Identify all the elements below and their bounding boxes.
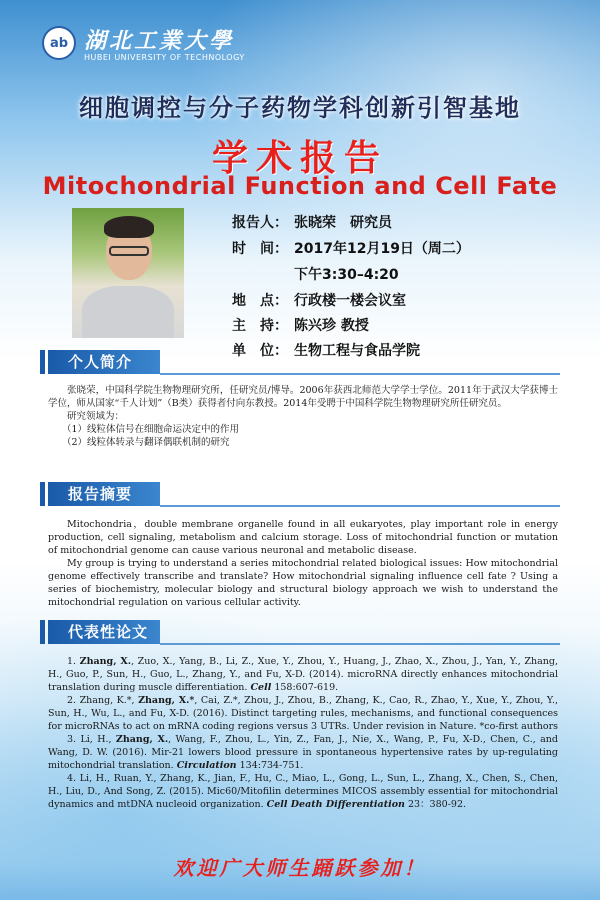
info-speaker-label: 报告人：: [232, 215, 288, 231]
info-speaker: [232, 212, 392, 232]
abstract-paragraph-2: My group is trying to understand a series mitochondrial related biological issues: How mitochondrial genome effectively transcribe and translate? How mitochondrial signaling influence cell fate ? Using a series of biochemistry, molecular biology and structural biology approach we wish to understand the mitochondrial regulation on various cellular activity.: [48, 558, 558, 608]
abstract-text: [48, 518, 558, 609]
welcome-banner: 欢迎广大师生踊跃参加！: [173, 856, 427, 880]
info-host-value: 陈兴珍 教授: [294, 318, 369, 334]
bio-text: [48, 384, 558, 449]
section-papers-divider: [160, 643, 560, 645]
bio-paragraph: 张晓荣，中国科学院生物物理研究所，任研究员/博导。2006年获西北师范大学学士学位。2011年于武汉大学获博士学位，师从国家“千人计划”（B类）获得者付向东教授。2014年受聘于中国科学院生物物理研究所任研究员。: [48, 385, 558, 409]
info-speaker-value: 张晓荣 研究员: [294, 215, 392, 231]
section-abstract-heading: 报告摘要: [48, 482, 160, 506]
info-unit-value: 生物工程与食品学院: [294, 343, 420, 359]
section-abstract-divider: [160, 505, 560, 507]
info-host: [232, 315, 369, 335]
bio-research-label: 研究领域为：: [67, 411, 125, 422]
abstract-paragraph-1: Mitochondria，double membrane organelle found in all eukaryotes, play important role in energy production, cell signaling, metabolism and calcium storage. Loss of mitochondrial function or mutation of mitochondrial genome can cause various neuronal and metabolic disease.: [48, 519, 558, 556]
papers-list: [48, 655, 558, 811]
logo-mark: ab: [49, 35, 69, 51]
info-unit-label: 单 位：: [232, 343, 288, 359]
university-name-cn: 湖北工業大學: [84, 28, 235, 54]
section-papers-heading: 代表性论文: [48, 620, 160, 644]
university-logo-icon: [42, 26, 76, 60]
section-bio-heading: 个人简介: [48, 350, 160, 374]
university-name-en: HUBEI UNIVERSITY OF TECHNOLOGY: [84, 53, 245, 62]
paper-item: 4. Li, H., Ruan, Y., Zhang, K., Jian, F., Hu, C., Miao, L., Gong, L., Sun, L., Zhang, X., Chen, S., Chen, H., Liu, D., And Song, Z. (2015). Mic60/Mitofilin determines MICOS assembly essential for mitochondrial dynamics and mtDNA nucleoid organization. Cell Death Differentiation 23：380-92.: [48, 773, 558, 810]
info-unit: [232, 340, 420, 360]
info-time-label: 时 间：: [232, 241, 288, 257]
section-bio-divider: [160, 373, 560, 375]
info-place-value: 行政楼一楼会议室: [294, 293, 406, 309]
paper-item: 1. Zhang, X., Zuo, X., Yang, B., Li, Z., Xue, Y., Zhou, Y., Huang, J., Zhao, X., Zhou, J., Yan, Y., Zhang, H., Guo, P., Sun, H., Guo, L., Zhang, Y., and Fu, X-D. (2014). microRNA directly enhances mitochondrial translation during muscle differentiation. Cell 158:607-619.: [48, 656, 558, 693]
speaker-photo: [72, 208, 184, 338]
paper-item: 2. Zhang, K.*, Zhang, X.*, Cai, Z.*, Zhou, J., Zhou, B., Zhang, K., Cao, R., Zhao, Y., Xue, Y., Zhou, Y., Sun, H., Wu, L., and Fu, X-D. (2016). Distinct targeting rules, mechanisms, and functional consequences for microRNAs to act on mRNA coding regions versus 3 UTRs. Under revision in Nature. *co-first authors: [48, 695, 559, 732]
english-talk-title: Mitochondrial Function and Cell Fate: [42, 172, 558, 200]
info-place-label: 地 点：: [232, 293, 288, 309]
bio-research-item-2: （2）线粒体转录与翻译偶联机制的研究: [62, 437, 230, 448]
info-place: [232, 290, 406, 310]
info-time-value: 2017年12月19日（周二）: [294, 241, 470, 257]
bio-research-item-1: （1）线粒体信号在细胞命运决定中的作用: [62, 424, 240, 435]
info-time-range: 下午3:30–4:20: [294, 267, 399, 283]
paper-item: 3. Li, H., Zhang, X., Wang, F., Zhou, L., Yin, Z., Fan, J., Nie, X., Wang, P., Fu, X-D., Chen, C., and Wang, D. W. (2016). Mir-21 lowers blood pressure in spontaneous hypertensive rates by up-regulating mitochondrial translation. Circulation 134:734-751.: [48, 734, 559, 771]
info-time: [232, 238, 470, 258]
info-host-label: 主 持：: [232, 318, 288, 334]
base-title: 细胞调控与分子药物学科创新引智基地: [79, 93, 521, 122]
report-title: 学术报告: [211, 137, 388, 179]
